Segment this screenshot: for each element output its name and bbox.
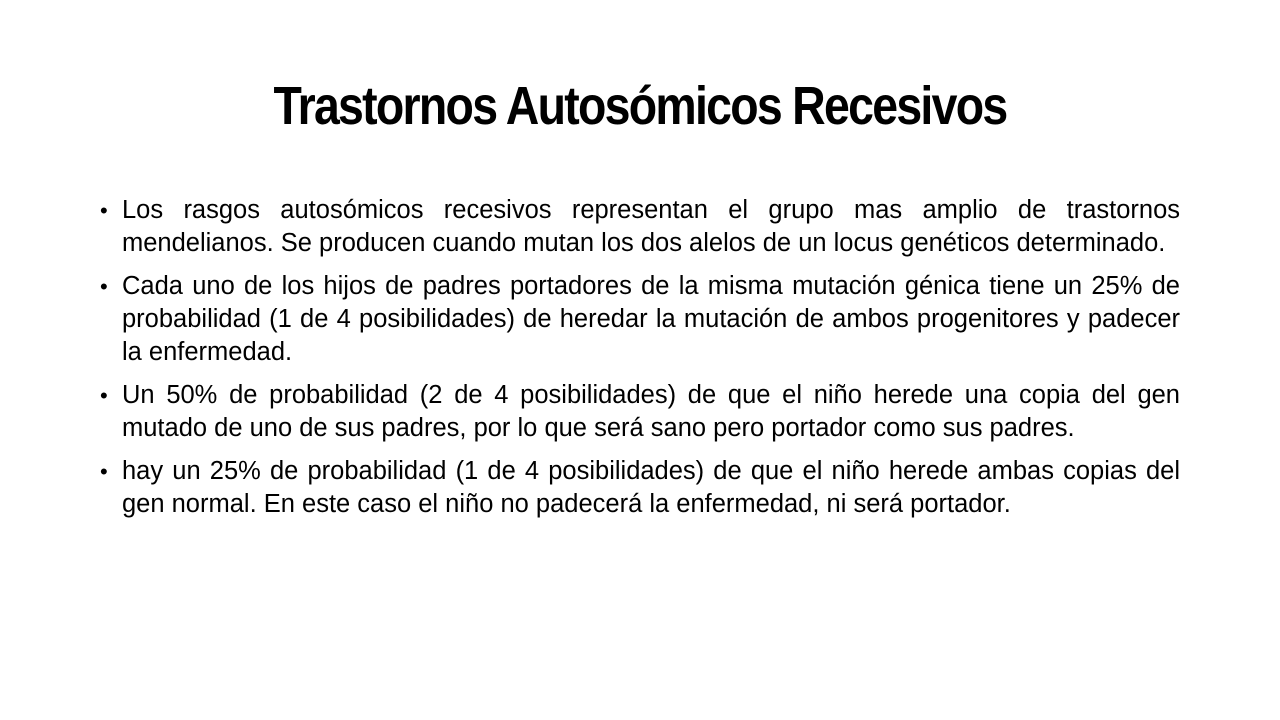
- bullet-dot-icon: •: [100, 383, 108, 408]
- bullet-text: Un 50% de probabilidad (2 de 4 posibilidades) de que el niño herede una copia del gen mutado de uno de sus padres, por lo que será sano pero portador como sus padres.: [122, 381, 1180, 442]
- bullet-dot-icon: •: [100, 459, 108, 484]
- bullet-list: [100, 194, 1180, 531]
- slide-title: Trastornos Autosómicos Recesivos: [273, 76, 1007, 136]
- bullet-text: Cada uno de los hijos de padres portadores de la misma mutación génica tiene un 25% de probabilidad (1 de 4 posibilidades) de heredar la mutación de ambos progenitores y padecer la enfermedad.: [122, 272, 1180, 366]
- bullet-item: [100, 194, 1180, 260]
- bullet-text: Los rasgos autosómicos recesivos representan el grupo mas amplio de trastornos mendelianos. Se producen cuando mutan los dos alelos de un locus genéticos determinado.: [122, 196, 1180, 257]
- bullet-dot-icon: •: [100, 198, 108, 223]
- bullet-text: hay un 25% de probabilidad (1 de 4 posibilidades) de que el niño herede ambas copias del gen normal. En este caso el niño no padecerá la enfermedad, ni será portador.: [122, 457, 1180, 518]
- bullet-item: [100, 270, 1180, 369]
- bullet-item: [100, 455, 1180, 521]
- bullet-item: [100, 379, 1180, 445]
- bullet-dot-icon: •: [100, 274, 108, 299]
